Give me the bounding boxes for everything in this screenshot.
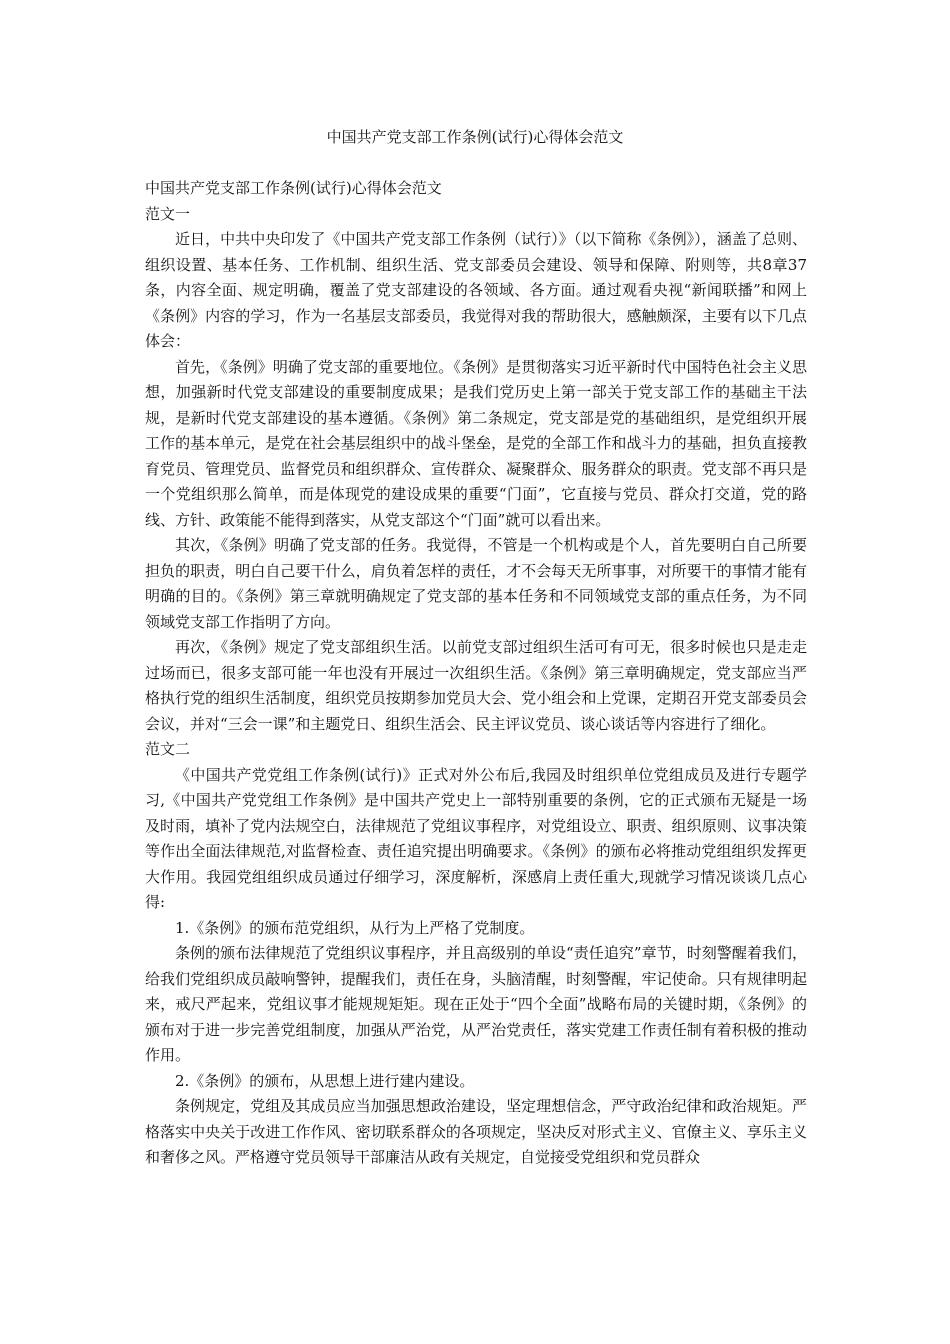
paragraph: 条例的颁布法律规范了党组织议事程序，并且高级别的单设“责任追究”章节，时刻警醒着我们，给我们党组织成员敲响警钟，提醒我们，责任在身，头脑清醒，时刻警醒，牢记使命。只有规律明起来，戒尺严起来，党组议事才能规规矩矩。现在正处于“四个全面”战略布局的关键时期，《条例》的颁布对于进一步完善党组制度，加强从严治党，从严治党责任，落实党建工作责任制有着积极的推动作用。 <box>145 944 807 1064</box>
numbered-point: 2.《条例》的颁布，从思想上进行建内建设。 <box>175 1071 475 1090</box>
document-body <box>145 176 807 1171</box>
paragraph: 其次，《条例》明确了党支部的任务。我觉得，不管是一个机构或是个人，首先要明白自己所要担负的职责，明白自己要干什么，肩负着怎样的责任，才不会每天无所事事，对所要干的事情才能有明确的目的。《条例》第三章就明确规定了党支部的基本任务和不同领域党支部的重点任务，为不同领域党支部工作指明了方向。 <box>145 536 807 631</box>
numbered-point: 1.《条例》的颁布范党组织，从行为上严格了党制度。 <box>175 918 535 937</box>
paragraph: 近日，中共中央印发了《中国共产党支部工作条例（试行）》（以下简称《条例》），涵盖了总则、组织设置、基本任务、工作机制、组织生活、党支部委员会建设、领导和保障、附则等，共8章37条，内容全面、规定明确，覆盖了党支部建设的各领域、各方面。通过观看央视“新闻联播”和网上《条例》内容的学习，作为一名基层支部委员，我觉得对我的帮助很大，感触颇深，主要有以下几点体会： <box>145 230 807 350</box>
section-heading-1: 范文一 <box>145 204 191 223</box>
document-title: 中国共产党支部工作条例(试行)心得体会范文 <box>326 128 624 146</box>
section-heading-2: 范文二 <box>145 740 191 758</box>
paragraph: 再次，《条例》规定了党支部组织生活。以前党支部过组织生活可有可无，很多时候也只是走走过场而已，很多支部可能一年也没有开展过一次组织生活。《条例》第三章明确规定，党支部应当严格执行党的组织生活制度，组织党员按期参加党员大会、党小组会和上党课，定期召开党支部委员会会议，并对“三会一课”和主题党日、组织生活会、民主评议党员、谈心谈话等内容进行了细化。 <box>145 638 807 733</box>
paragraph: 首先，《条例》明确了党支部的重要地位。《条例》是贯彻落实习近平新时代中国特色社会主义思想，加强新时代党支部建设的重要制度成果；是我们党历史上第一部关于党支部工作的基础主干法规，是新时代党支部建设的基本遵循。《条例》第二条规定，党支部是党的基础组织，是党组织开展工作的基本单元，是党在社会基层组织中的战斗堡垒，是党的全部工作和战斗力的基础，担负直接教育党员、管理党员、监督党员和组织群众、宣传群众、凝聚群众、服务群众的职责。党支部不再只是一个党组织那么简单，而是体现党的建设成果的重要“门面”，它直接与党员、群众打交道，党的路线、方针、政策能不能得到落实，从党支部这个“门面”就可以看出来。 <box>145 357 807 529</box>
paragraph: 《中国共产党党组工作条例(试行)》正式对外公布后,我园及时组织单位党组成员及进行专题学习,《中国共产党党组工作条例》是中国共产党史上一部特别重要的条例，它的正式颁布无疑是一场及时雨，填补了党内法规空白，法律规范了党组议事程序，对党组设立、职责、组织原则、议事决策等作出全面法律规范,对监督检查、责任追究提出明确要求。《条例》的颁布必将推动党组组织发挥更大作用。我园党组组织成员通过仔细学习，深度解析，深感肩上责任重大,现就学习情况谈谈几点心得: <box>145 765 807 911</box>
document-subtitle: 中国共产党支部工作条例(试行)心得体会范文 <box>145 179 442 197</box>
paragraph: 条例规定，党组及其成员应当加强思想政治建设，坚定理想信念，严守政治纪律和政治规矩。严格落实中央关于改进工作作风、密切联系群众的各项规定，坚决反对形式主义、官僚主义、享乐主义和奢侈之风。严格遵守党员领导干部廉洁从政有关规定，自觉接受党组织和党员群众 <box>145 1097 807 1166</box>
